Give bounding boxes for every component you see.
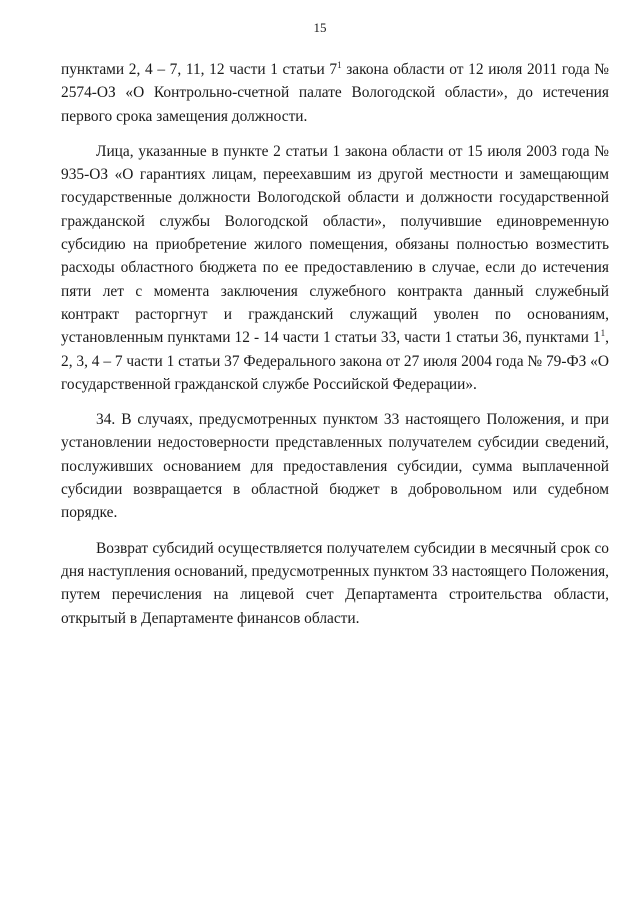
paragraph-continuation [61,58,609,128]
text-run: 34. В случаях, предусмотренных пунктом 33 настоящего Положения, и при установлении недостоверности представленных получателем субсидии сведений, послуживших основанием для предоставления субсидии, сумма выплаченной субсидии возвращается в областной бюджет в добровольном или судебном порядке. [61,411,609,522]
page-number: 15 [313,20,327,35]
text-run: пунктами 2, 4 – 7, 11, 12 части 1 статьи 7 [61,61,338,78]
text-run: Возврат субсидий осуществляется получателем субсидии в месячный срок со дня наступления оснований, предусмотренных пунктом 33 настоящего Положения, путем перечисления на лицевой счет Департамента строительства области, открытый в Департаменте финансов области. [61,539,609,627]
text-run: , 2, 3, 4 – 7 части 1 статьи 37 Федерального закона от 27 июля 2004 года № 79-ФЗ «О государственной гражданской службе Российской Федерации». [61,329,609,393]
paragraph-persons [61,140,609,396]
paragraph-item-34 [61,408,609,524]
document-body [61,58,609,642]
text-run: Лица, указанные в пункте 2 статьи 1 закона области от 15 июля 2003 года № 935-ОЗ «О гарантиях лицам, переехавшим из другой местности и замещающим государственные должности Вологодской области и должности государственной гражданской службы Вологодской области», получившие единовременную субсидию на приобретение жилого помещения, обязаны полностью возместить расходы областного бюджета по ее предоставлению в случае, если до истечения пяти лет с момента заключения служебного контракта данный служебный контракт расторгнут и гражданский служащий уволен по основаниям, установленным пунктами 12 - 14 части 1 статьи 33, части 1 статьи 36, пунктами 1 [61,142,609,347]
paragraph-refund [61,537,609,630]
superscript: 1 [600,328,606,339]
text-run: закона области от 12 июля 2011 года № 2574-ОЗ «О Контрольно-счетной палате Вологодской области», до истечения первого срока замещения должности. [61,61,609,125]
superscript: 1 [337,60,342,70]
